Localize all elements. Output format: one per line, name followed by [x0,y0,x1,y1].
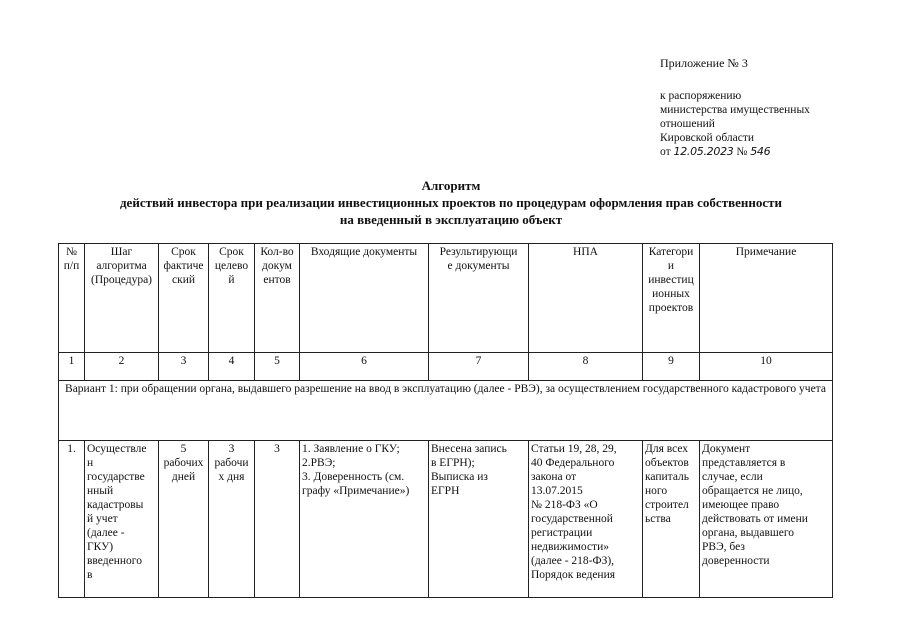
date-prefix: от [660,146,671,158]
column-number: 10 [700,353,833,381]
order-reference [660,89,810,159]
column-number: 3 [159,353,209,381]
header-cell: НПА [529,244,643,353]
step-cell: Осуществле н государстве нный кадастровы й учет (далее - ГКУ) введенного в [85,441,159,598]
header-cell: Срок целево й [209,244,255,353]
header-cell: Срок фактиче ский [159,244,209,353]
header-cell: Категори и инвестиц ионных проектов [643,244,700,353]
column-number: 4 [209,353,255,381]
result-docs-cell: Внесена запись в ЕГРН); Выписка из ЕГРН [429,441,529,598]
ref-line: к распоряжению [660,90,742,102]
note-cell: Документ представляется в случае, если обращается не лицо, имеющее право действовать от имени органа, выдавшего РВЭ, без доверенности [700,441,833,598]
npa-cell: Статьи 19, 28, 29, 40 Федерального закона от 13.07.2015 № 218-ФЗ «О государственной регистрации недвижимости» (далее - 218-ФЗ), Порядок ведения [529,441,643,598]
category-cell: Для всех объектов капиталь ного строител ьства [643,441,700,598]
term-actual-cell: 5 рабочих дней [159,441,209,598]
header-cell: № п/п [59,244,85,353]
column-number-row [59,353,833,381]
table-row [59,441,833,598]
algorithm-table [58,243,833,598]
row-number: 1. [59,441,85,598]
header-cell: Кол-во докум ентов [255,244,300,353]
column-number: 6 [300,353,429,381]
header-row [59,244,833,353]
document-title [0,177,902,228]
title-line: Алгоритм [421,178,481,193]
ref-line: Кировской области [660,132,755,144]
appendix-label: Приложение № 3 [660,56,748,70]
term-target-cell: 3 рабочи х дня [209,441,255,598]
handwritten-number: 546 [750,145,771,158]
column-number: 1 [59,353,85,381]
ref-date-line [660,145,810,159]
ref-line: министерства имущественных [660,104,810,116]
title-line: действий инвестора при реализации инвестиционных проектов по процедурам оформления прав собственности [119,195,783,210]
ref-line: отношений [660,118,715,130]
number-prefix: № [736,146,748,158]
column-number: 9 [643,353,700,381]
column-number: 2 [85,353,159,381]
docs-count-cell: 3 [255,441,300,598]
incoming-docs-cell: 1. Заявление о ГКУ; 2.РВЭ; 3. Доверенность (см. графу «Примечание») [300,441,429,598]
header-cell: Шаг алгоритма (Процедура) [85,244,159,353]
header-cell: Результирующи е документы [429,244,529,353]
title-line: на введенный в эксплуатацию объект [339,212,563,227]
column-number: 5 [255,353,300,381]
variant-text: Вариант 1: при обращении органа, выдавшего разрешение на ввод в эксплуатацию (далее - РВЭ), за осуществлением государственного кадастрового учета [59,381,833,441]
header-cell: Примечание [700,244,833,353]
handwritten-date: 12.05.2023 [673,145,734,158]
variant-row [59,381,833,441]
column-number: 7 [429,353,529,381]
header-cell: Входящие документы [300,244,429,353]
column-number: 8 [529,353,643,381]
